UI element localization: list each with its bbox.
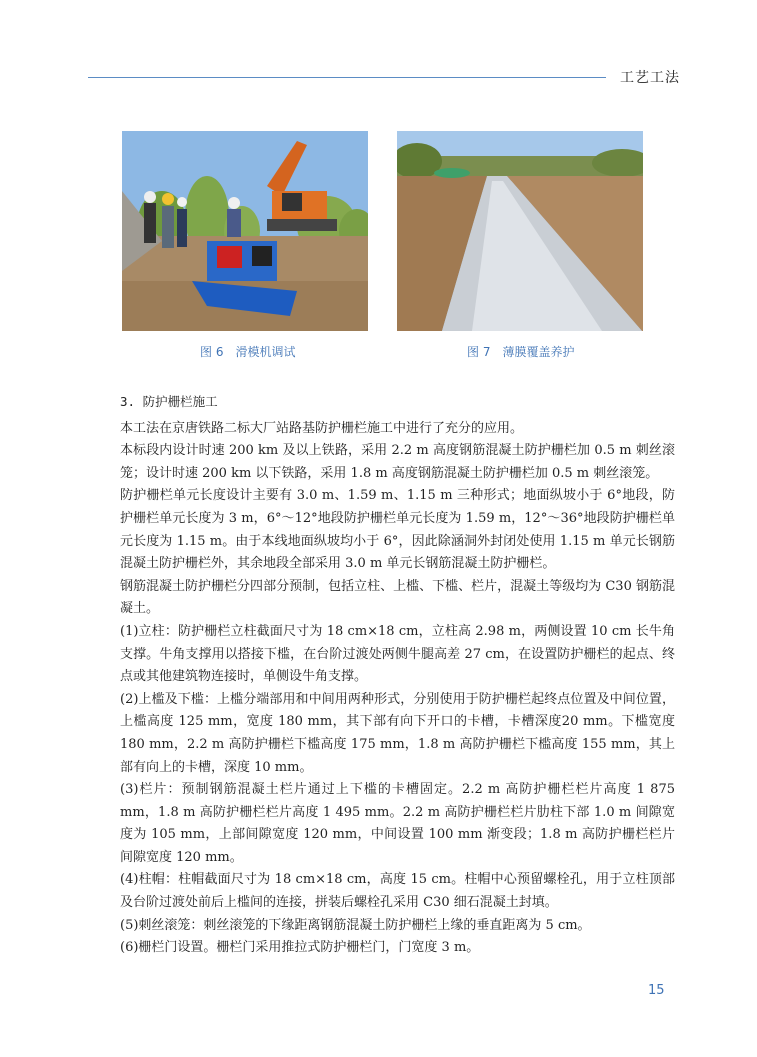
paragraph: 本标段内设计时速 200 km 及以上铁路，采用 2.2 m 高度钢筋混凝土防护栅栏加 0.5 m 刺丝滚笼；设计时速 200 km 以下铁路，采用 1.8 m 高度钢筋混凝土防护栅栏加 0.5 m 刺丝滚笼。: [120, 443, 675, 481]
paragraph: (4)柱帽：柱帽截面尺寸为 18 cm×18 cm，高度 15 cm。柱帽中心预留螺栓孔，用于立柱顶部及台阶过渡处前后上槛间的连接，拼装后螺栓孔采用 C30 细石混凝土封填。: [120, 872, 675, 911]
paragraph: 防护栅栏单元长度设计主要有 3.0 m、1.59 m、1.15 m 三种形式；地面纵坡小于 6°地段，防护栅栏单元长度为 3 m，6°～12°地段防护栅栏单元长度为 1.59 m，12°～36°地段防护栅栏单元长度为 1.15 m。由于本线地面纵坡均小于 6°，因此除涵洞外封闭处使用 1.15 m 单元长钢筋混凝土防护栅栏外，其余地段全部采用 3.0 m 单元长钢筋混凝土防护栅栏。: [120, 488, 675, 572]
figure-6-number: 图 6: [200, 345, 224, 359]
paragraph: (6)栅栏门设置。栅栏门采用推拉式防护栅栏门，门宽度 3 m。: [120, 940, 480, 956]
paragraph: 钢筋混凝土防护栅栏分四部分预制，包括立柱、上槛、下槛、栏片，混凝土等级均为 C30 钢筋混凝土。: [120, 578, 675, 617]
running-header-title: 工艺工法: [620, 70, 680, 86]
article-body: [120, 391, 675, 960]
figure-6-caption: [200, 343, 295, 360]
figure-7-photo: [397, 131, 643, 331]
figure-7-number: 图 7: [467, 345, 491, 359]
header-rule: [88, 77, 606, 78]
paragraph: (1)立柱：防护栅栏立柱截面尺寸为 18 cm×18 cm，立柱高 2.98 m，两侧设置 10 cm 长牛角支撑。牛角支撑用以搭接下槛，在台阶过渡处两侧牛腿高差 27 cm，在设置防护栅栏的起点、终点或其他建筑物连接时，单侧设牛角支撑。: [120, 623, 675, 685]
figure-7-caption-text: 薄膜覆盖养护: [502, 345, 575, 359]
page-number: 15: [648, 983, 665, 998]
figure-7-caption: [467, 343, 574, 360]
section-heading: 3. 防护栅栏施工: [120, 394, 218, 409]
figure-6-caption-text: 滑模机调试: [235, 345, 296, 359]
figure-6-photo: [122, 131, 368, 331]
paragraph: (3)栏片：预制钢筋混凝土栏片通过上下槛的卡槽固定。2.2 m 高防护栅栏栏片高度 1 875 mm，1.8 m 高防护栅栏栏片高度 1 495 mm。2.2 m 高防护栅栏栏片肋柱下部 1.0 m 间隙宽度为 105 mm，上部间隙宽度 120 mm，中间设置 100 mm 渐变段；1.8 m 高防护栅栏栏片间隙宽度 120 mm。: [120, 782, 675, 865]
paragraph: 本工法在京唐铁路二标大厂站路基防护栅栏施工中进行了充分的应用。: [120, 420, 524, 436]
paragraph: (5)刺丝滚笼：刺丝滚笼的下缘距离钢筋混凝土防护栅栏上缘的垂直距离为 5 cm。: [120, 917, 591, 933]
paragraph: (2)上槛及下槛：上槛分端部用和中间用两种形式，分别使用于防护栅栏起终点位置及中间位置，上槛高度 125 mm，宽度 180 mm，其下部有向下开口的卡槽，卡槽深度20 mm。下槛宽度 180 mm，2.2 m 高防护栅栏下槛高度 175 mm，1.8 m 高防护栅栏下槛高度 155 mm，其上部有向上的卡槽，深度 10 mm。: [120, 691, 675, 775]
